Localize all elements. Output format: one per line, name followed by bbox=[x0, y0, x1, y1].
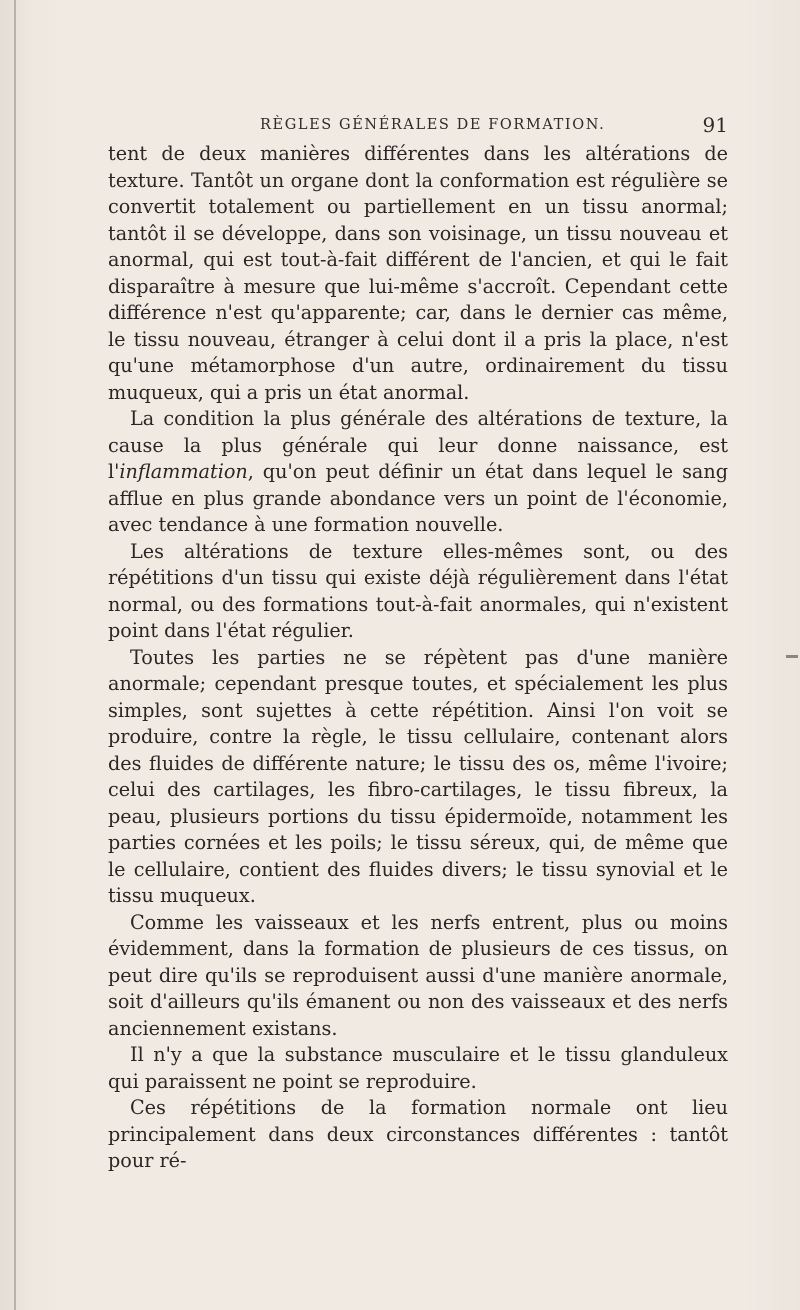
text-run: Comme les vaisseaux et les nerfs entrent, plus ou moins évidemment, dans la formation de plusieurs de ces tissus, on peut dire qu'ils se reproduisent aussi d'une manière anormale, soit d'ailleurs qu'ils émanent ou non des vaisseaux et des nerfs anciennement existans. bbox=[108, 910, 728, 1040]
paragraph bbox=[108, 539, 728, 645]
paragraph bbox=[108, 1095, 728, 1175]
page-header bbox=[108, 113, 728, 143]
ink-speck bbox=[786, 655, 798, 658]
text-run: Ces répétitions de la formation normale ont lieu principalement dans deux circonstances différentes : tantôt pour ré- bbox=[108, 1096, 728, 1172]
paragraph bbox=[108, 406, 728, 539]
text-run: , qu'on peut définir un état dans lequel le sang afflue en plus grande abondance vers un point de l'économie, avec tendance à une formation nouvelle. bbox=[108, 460, 728, 536]
italic-term: inflammation bbox=[119, 460, 248, 483]
page-number: 91 bbox=[702, 113, 728, 137]
paragraph bbox=[108, 141, 728, 406]
text-run: Les altérations de texture elles-mêmes sont, ou des répétitions d'un tissu qui existe déjà régulièrement dans l'état normal, ou des formations tout-à-fait anormales, qui n'existent point dans l'état régulier. bbox=[108, 539, 728, 642]
text-run: tent de deux manières différentes dans les altérations de texture. Tantôt un organe dont la conformation est régulière se convertit totalement ou partiellement en un tissu anormal; tantôt il se développe, dans son voisinage, un tissu nouveau et anormal, qui est tout-à-fait différent de l'ancien, et qui le fait disparaître à mesure que lui-même s'accroît. Cependant cette différence n'est qu'apparente; car, dans le dernier cas même, le tissu nouveau, étranger à celui dont il a pris la place, n'est qu'une métamorphose d'un autre, ordinairement du tissu muqueux, qui a pris un état anormal. bbox=[108, 142, 728, 404]
page-edge-shadow bbox=[14, 0, 16, 1310]
paragraph bbox=[108, 645, 728, 910]
paragraph bbox=[108, 1042, 728, 1095]
text-run: Toutes les parties ne se répètent pas d'une manière anormale; cependant presque toutes, et spécialement les plus simples, sont sujettes à cette répétition. Ainsi l'on voit se produire, contre la règle, le tissu cellulaire, contenant alors des fluides de différente nature; le tissu des os, même l'ivoire; celui des cartilages, les fibro-cartilages, le tissu fibreux, la peau, plusieurs portions du tissu épidermoïde, notamment les parties cornées et les poils; le tissu séreux, qui, de même que le cellulaire, contient des fluides divers; le tissu synovial et le tissu muqueux. bbox=[108, 645, 728, 907]
body-text bbox=[108, 141, 728, 1175]
text-run: Il n'y a que la substance musculaire et le tissu glanduleux qui paraissent ne point se reproduire. bbox=[108, 1043, 728, 1093]
paragraph bbox=[108, 910, 728, 1043]
running-title: RÈGLES GÉNÉRALES DE FORMATION. bbox=[260, 117, 606, 133]
text-run: La condition la plus générale des altérations de texture, la cause la plus générale qui leur donne naissance, est l' bbox=[108, 407, 728, 483]
